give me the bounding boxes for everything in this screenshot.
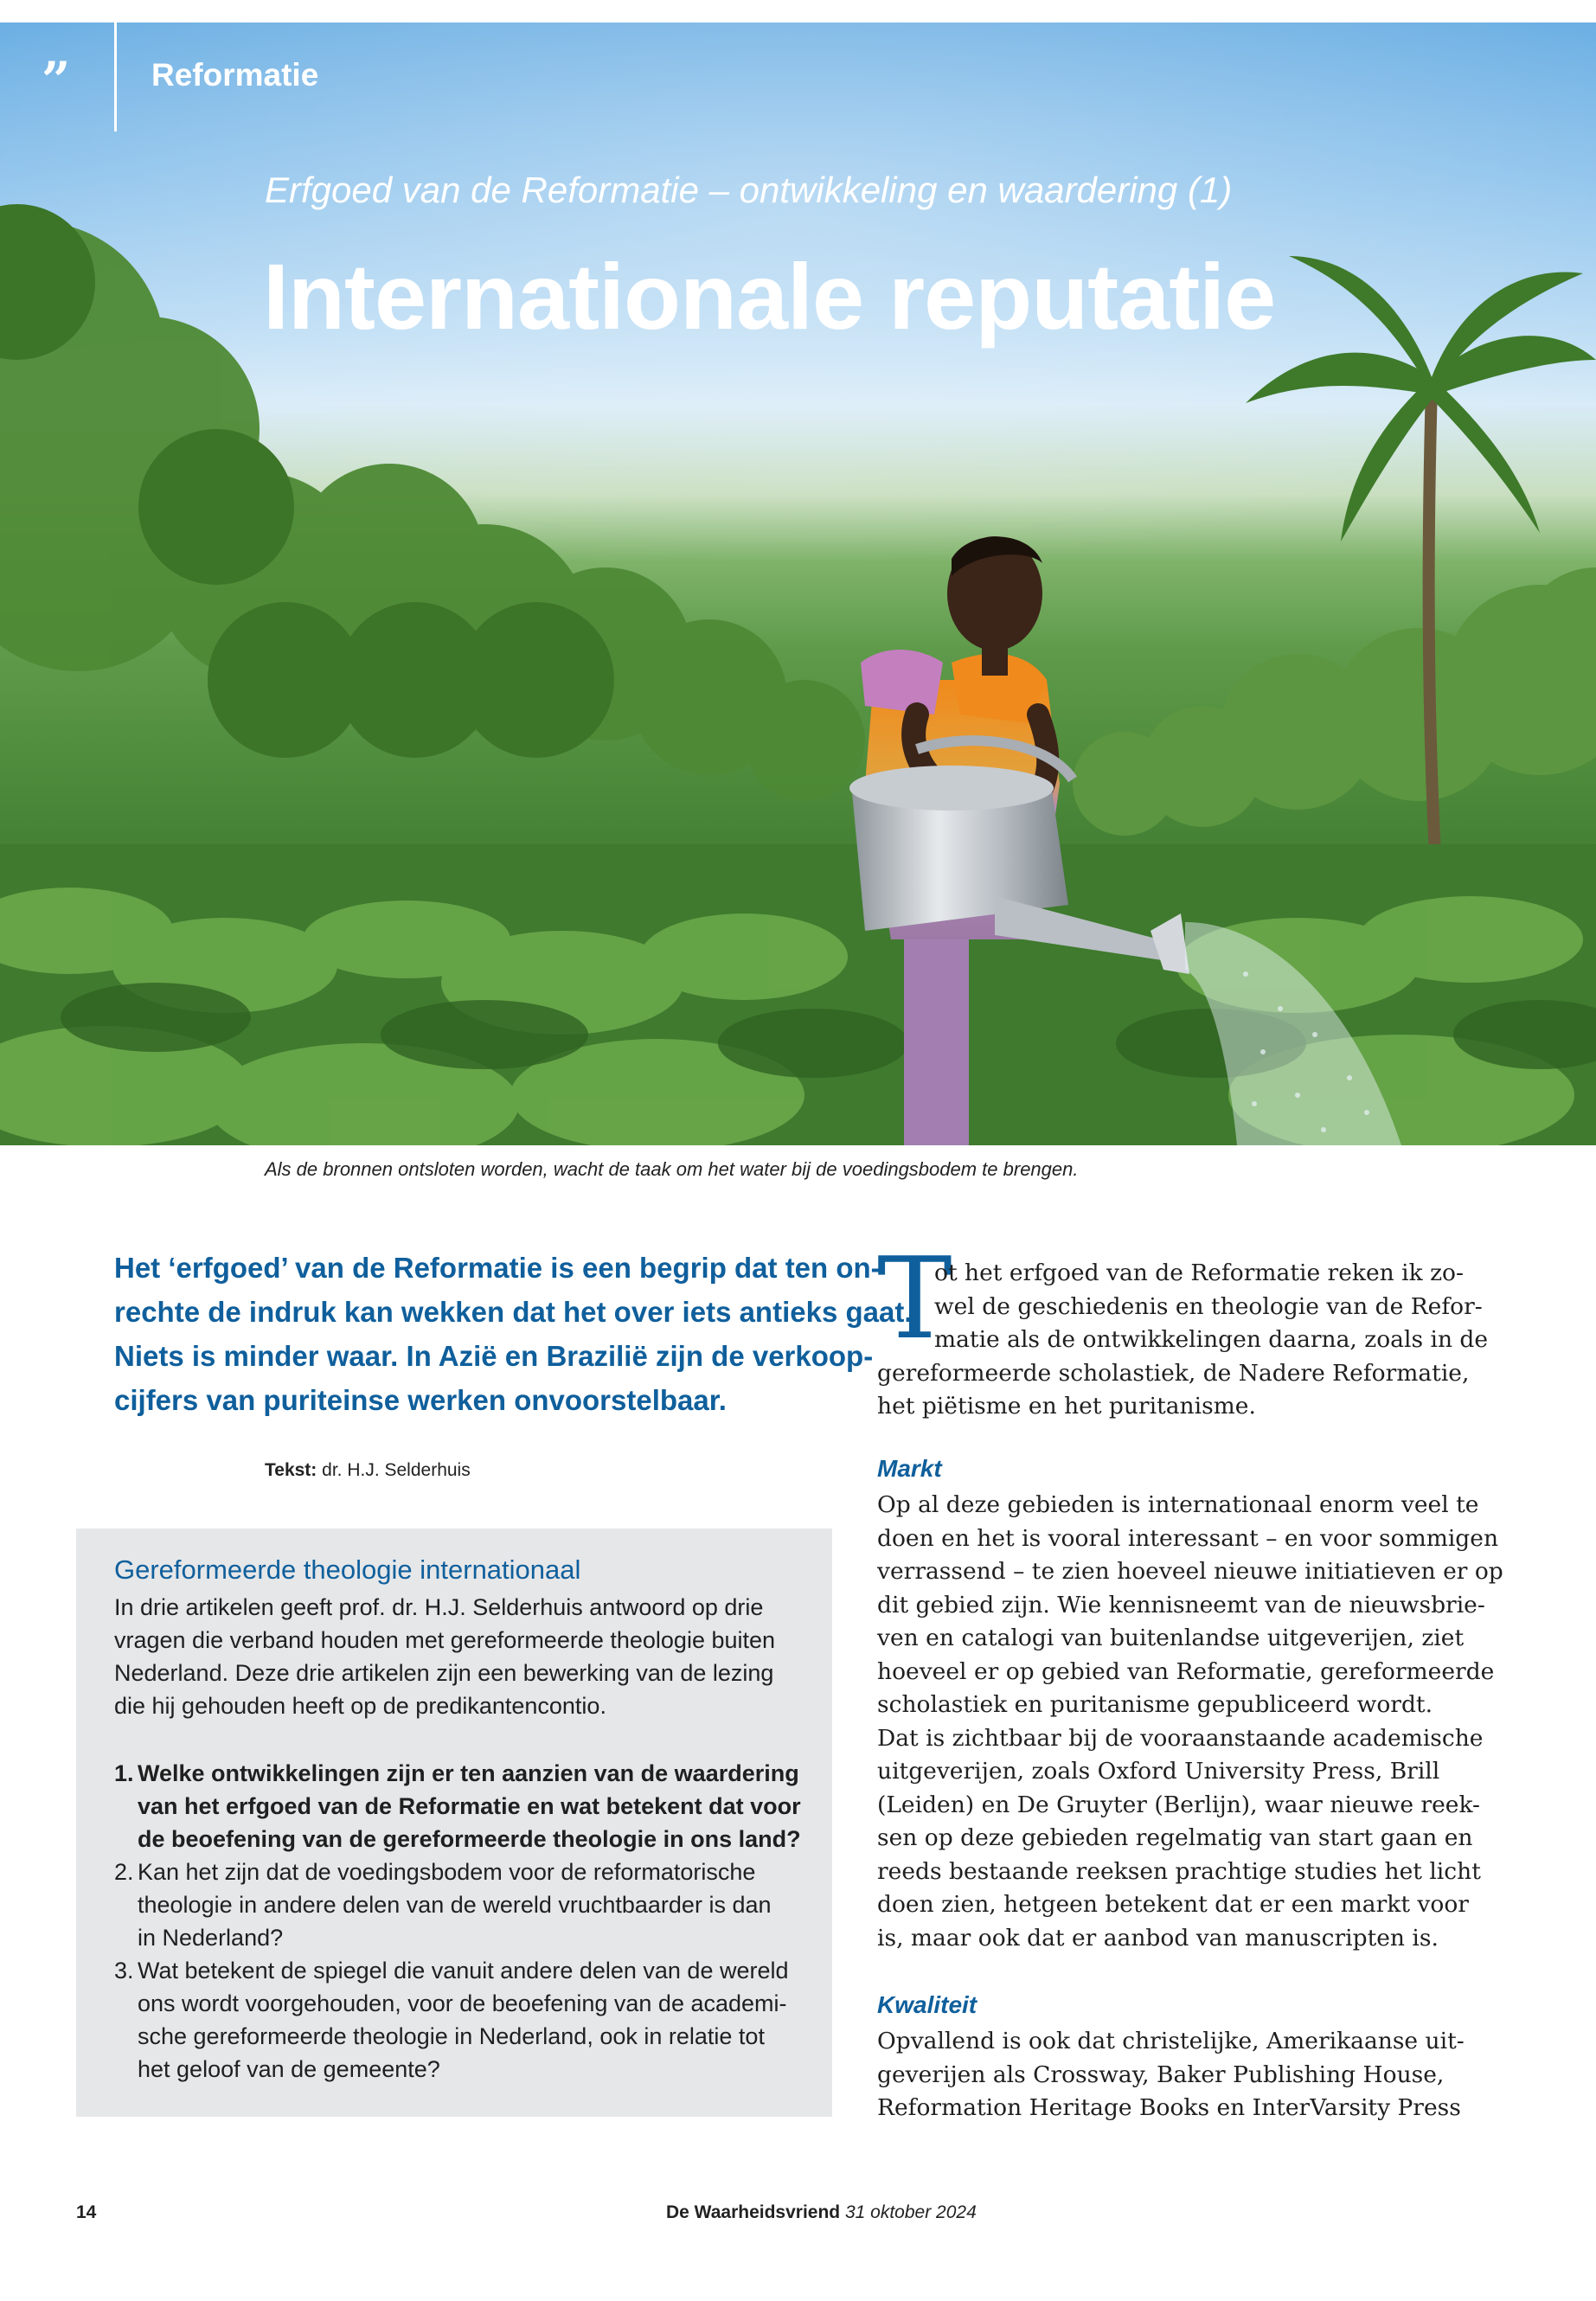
page-number: 14 xyxy=(76,2202,97,2222)
body-line: scholastiek en puritanisme gepubliceerd wordt. xyxy=(877,1691,1433,1718)
series-kicker: Erfgoed van de Reformatie – ontwikkeling en waardering (1) xyxy=(265,170,1233,210)
body-line: verrassend – te zien hoeveel nieuwe initiatieven er op xyxy=(877,1558,1503,1585)
body-line: ot het erfgoed van de Reformatie reken ik zo- xyxy=(934,1259,1464,1286)
subheading-kwaliteit: Kwaliteit xyxy=(877,1991,977,2018)
question-number: 2. xyxy=(114,1859,134,1885)
body-line: dit gebied zijn. Wie kennisneemt van de nieuwsbrie- xyxy=(877,1591,1485,1618)
question-line: het geloof van de gemeente? xyxy=(138,2056,440,2082)
lead-line: Het ‘erfgoed’ van de Reformatie is een begrip dat ten on- xyxy=(114,1252,881,1284)
body-line: Reformation Heritage Books en InterVarsity Press xyxy=(877,2094,1461,2121)
question-1 xyxy=(114,1757,801,1856)
byline-author: dr. H.J. Selderhuis xyxy=(322,1460,471,1480)
intro-line: die hij gehouden heeft op de predikantencontio. xyxy=(114,1693,606,1719)
question-line: de beoefening van de gereformeerde theologie in ons land? xyxy=(138,1826,801,1852)
question-number: 1. xyxy=(114,1760,134,1786)
hero-photo xyxy=(0,22,1596,1145)
article-title: Internationale reputatie xyxy=(263,244,1276,349)
body-line: wel de geschiedenis en theologie van de Refor- xyxy=(934,1292,1483,1320)
section-divider xyxy=(114,22,117,131)
section-label: Reformatie xyxy=(151,57,319,93)
question-line: ons wordt voorgehouden, voor de beoefening van de academi- xyxy=(138,1990,787,2016)
article-paragraph-2 xyxy=(877,1489,1503,1955)
body-line: reeds bestaande reeksen prachtige studies het licht xyxy=(877,1857,1481,1885)
info-box xyxy=(76,1529,832,2117)
question-3 xyxy=(114,1954,789,2086)
body-line: (Leiden) en De Gruyter (Berlijn), waar nieuwe reek- xyxy=(877,1791,1481,1818)
intro-line: Nederland. Deze drie artikelen zijn een bewerking van de lezing xyxy=(114,1660,774,1686)
lead-line: rechte de indruk kan wekken dat het over iets antieks gaat. xyxy=(114,1296,913,1328)
question-line: theologie in andere delen van de wereld vruchtbaarder is dan xyxy=(138,1892,772,1918)
body-line: doen zien, hetgeen betekent dat er een markt voor xyxy=(877,1891,1469,1918)
publication-footer xyxy=(666,2202,977,2223)
lead-line: cijfers van puriteinse werken onvoorstelbaar. xyxy=(114,1384,727,1416)
lead-paragraph xyxy=(114,1246,913,1422)
question-line: Welke ontwikkelingen zijn er ten aanzien van de waardering xyxy=(138,1760,799,1786)
body-line: Op al deze gebieden is internationaal enorm veel te xyxy=(877,1491,1479,1518)
byline xyxy=(265,1460,471,1481)
quote-mark-icon: ” xyxy=(42,51,71,110)
info-box-intro xyxy=(114,1591,775,1722)
body-line: ven en catalogi van buitenlandse uitgeverijen, ziet xyxy=(877,1625,1465,1651)
body-line: gereformeerde scholastiek, de Nadere Reformatie, xyxy=(877,1359,1470,1387)
drop-cap: T xyxy=(877,1233,952,1364)
photo-caption: Als de bronnen ontsloten worden, wacht de taak om het water bij de voedingsbodem te brengen. xyxy=(265,1158,1079,1180)
lead-line: Niets is minder waar. In Azië en Brazilië zijn de verkoop- xyxy=(114,1340,874,1372)
body-line: sen op deze gebieden regelmatig van start gaan en xyxy=(877,1824,1473,1851)
byline-label: Tekst: xyxy=(265,1460,317,1480)
body-line: doen en het is vooral interessant – en voor sommigen xyxy=(877,1524,1499,1552)
body-line: hoeveel er op gebied van Reformatie, gereformeerde xyxy=(877,1657,1495,1685)
question-line: van het erfgoed van de Reformatie en wat betekent dat voor xyxy=(138,1793,801,1819)
body-line: is, maar ook dat er aanbod van manuscripten is. xyxy=(877,1924,1439,1952)
question-line: Wat betekent de spiegel die vanuit andere delen van de wereld xyxy=(138,1958,789,1984)
body-line: Opvallend is ook dat christelijke, Amerikaanse uit- xyxy=(877,2028,1465,2054)
body-line: het piëtisme en het puritanisme. xyxy=(877,1393,1256,1420)
article-paragraph-3 xyxy=(877,2025,1465,2125)
body-line: matie als de ontwikkelingen daarna, zoals in de xyxy=(934,1326,1489,1353)
intro-line: vragen die verband houden met gereformeerde theologie buiten xyxy=(114,1627,776,1653)
intro-line: In drie artikelen geeft prof. dr. H.J. Selderhuis antwoord op drie xyxy=(114,1594,764,1620)
body-line: uitgeverijen, zoals Oxford University Press, Brill xyxy=(877,1758,1440,1785)
publication-name: De Waarheidsvriend xyxy=(666,2202,841,2222)
question-line: in Nederland? xyxy=(138,1925,284,1951)
info-box-title: Gereformeerde theologie internationaal xyxy=(114,1554,581,1585)
body-line: Dat is zichtbaar bij de vooraanstaande academische xyxy=(877,1724,1484,1752)
question-2 xyxy=(114,1856,772,1954)
question-line: Kan het zijn dat de voedingsbodem voor de reformatorische xyxy=(138,1859,756,1885)
question-number: 3. xyxy=(114,1958,134,1984)
publication-date: 31 oktober 2024 xyxy=(844,2202,977,2222)
article-paragraph-1 xyxy=(877,1257,1488,1424)
subheading-markt: Markt xyxy=(877,1455,942,1482)
question-line: sche gereformeerde theologie in Nederland, ook in relatie tot xyxy=(138,2023,765,2049)
body-line: geverijen als Crossway, Baker Publishing House, xyxy=(877,2061,1445,2088)
